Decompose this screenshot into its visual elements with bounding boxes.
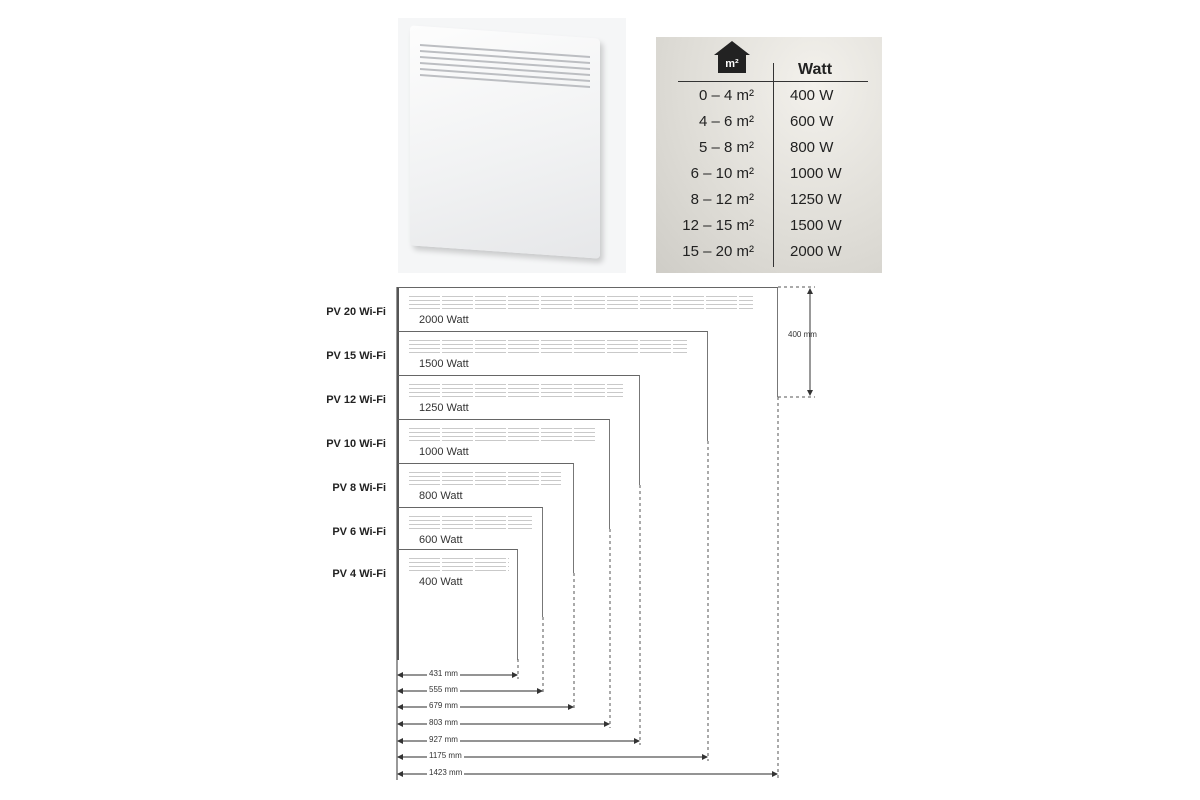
model-label: PV 6 Wi-Fi: [332, 526, 386, 538]
power-label: 600 Watt: [419, 534, 463, 546]
width-label: 1175 mm: [429, 751, 462, 760]
power-rating: 2000 W: [790, 243, 842, 260]
model-label: PV 15 Wi-Fi: [326, 350, 386, 362]
power-rating: 1250 W: [790, 191, 842, 208]
arrowhead: [397, 721, 403, 727]
grille-dividers: [409, 384, 623, 398]
power-rating: 800 W: [790, 139, 834, 156]
power-label: 400 Watt: [419, 576, 463, 588]
model-label: PV 10 Wi-Fi: [326, 438, 386, 450]
power-rating: 400 W: [790, 87, 834, 104]
house-icon-label: m²: [725, 58, 739, 70]
power-label: 1000 Watt: [419, 446, 469, 458]
grille-dividers: [409, 472, 561, 486]
power-rating: 1500 W: [790, 217, 842, 234]
room-area: 0 – 4 m²: [698, 87, 754, 104]
arrowhead: [397, 688, 403, 694]
room-area: 4 – 6 m²: [698, 113, 754, 130]
power-label: 2000 Watt: [419, 314, 469, 326]
room-area: 8 – 12 m²: [690, 191, 754, 208]
width-label: 803 mm: [429, 718, 458, 727]
grille-dividers: [409, 296, 753, 310]
grille-dividers: [409, 516, 532, 530]
arrowhead: [397, 771, 403, 777]
watt-header: Watt: [798, 61, 833, 78]
arrowhead: [772, 771, 778, 777]
power-label: 1500 Watt: [419, 358, 469, 370]
grille-dividers: [409, 428, 595, 442]
room-area: 6 – 10 m²: [690, 165, 754, 182]
width-label: 555 mm: [429, 685, 458, 694]
room-area: 15 – 20 m²: [682, 243, 754, 260]
grille-dividers: [409, 558, 509, 572]
arrowhead: [397, 672, 403, 678]
width-label: 1423 mm: [429, 768, 463, 777]
arrowhead: [537, 688, 543, 694]
arrowhead: [604, 721, 610, 727]
arrowhead: [397, 754, 403, 760]
arrowhead: [807, 390, 813, 396]
model-label: PV 20 Wi-Fi: [326, 306, 386, 318]
arrowhead: [807, 288, 813, 294]
power-rating: 1000 W: [790, 165, 842, 182]
arrowhead: [397, 738, 403, 744]
room-area: 12 – 15 m²: [682, 217, 754, 234]
heater-outline: [397, 549, 518, 660]
arrowhead: [512, 672, 518, 678]
model-label: PV 12 Wi-Fi: [326, 394, 386, 406]
grille-dividers: [409, 340, 687, 354]
arrowhead: [397, 704, 403, 710]
power-label: 1250 Watt: [419, 402, 469, 414]
width-label: 927 mm: [429, 735, 458, 744]
model-label: PV 4 Wi-Fi: [332, 568, 386, 580]
room-area: 5 – 8 m²: [698, 139, 754, 156]
height-dimension-label: 400 mm: [788, 330, 817, 339]
width-label: 679 mm: [429, 701, 458, 710]
arrowhead: [634, 738, 640, 744]
power-rating: 600 W: [790, 113, 834, 130]
arrowhead: [568, 704, 574, 710]
width-label: 431 mm: [429, 669, 458, 678]
model-label: PV 8 Wi-Fi: [332, 482, 386, 494]
power-label: 800 Watt: [419, 490, 463, 502]
arrowhead: [702, 754, 708, 760]
